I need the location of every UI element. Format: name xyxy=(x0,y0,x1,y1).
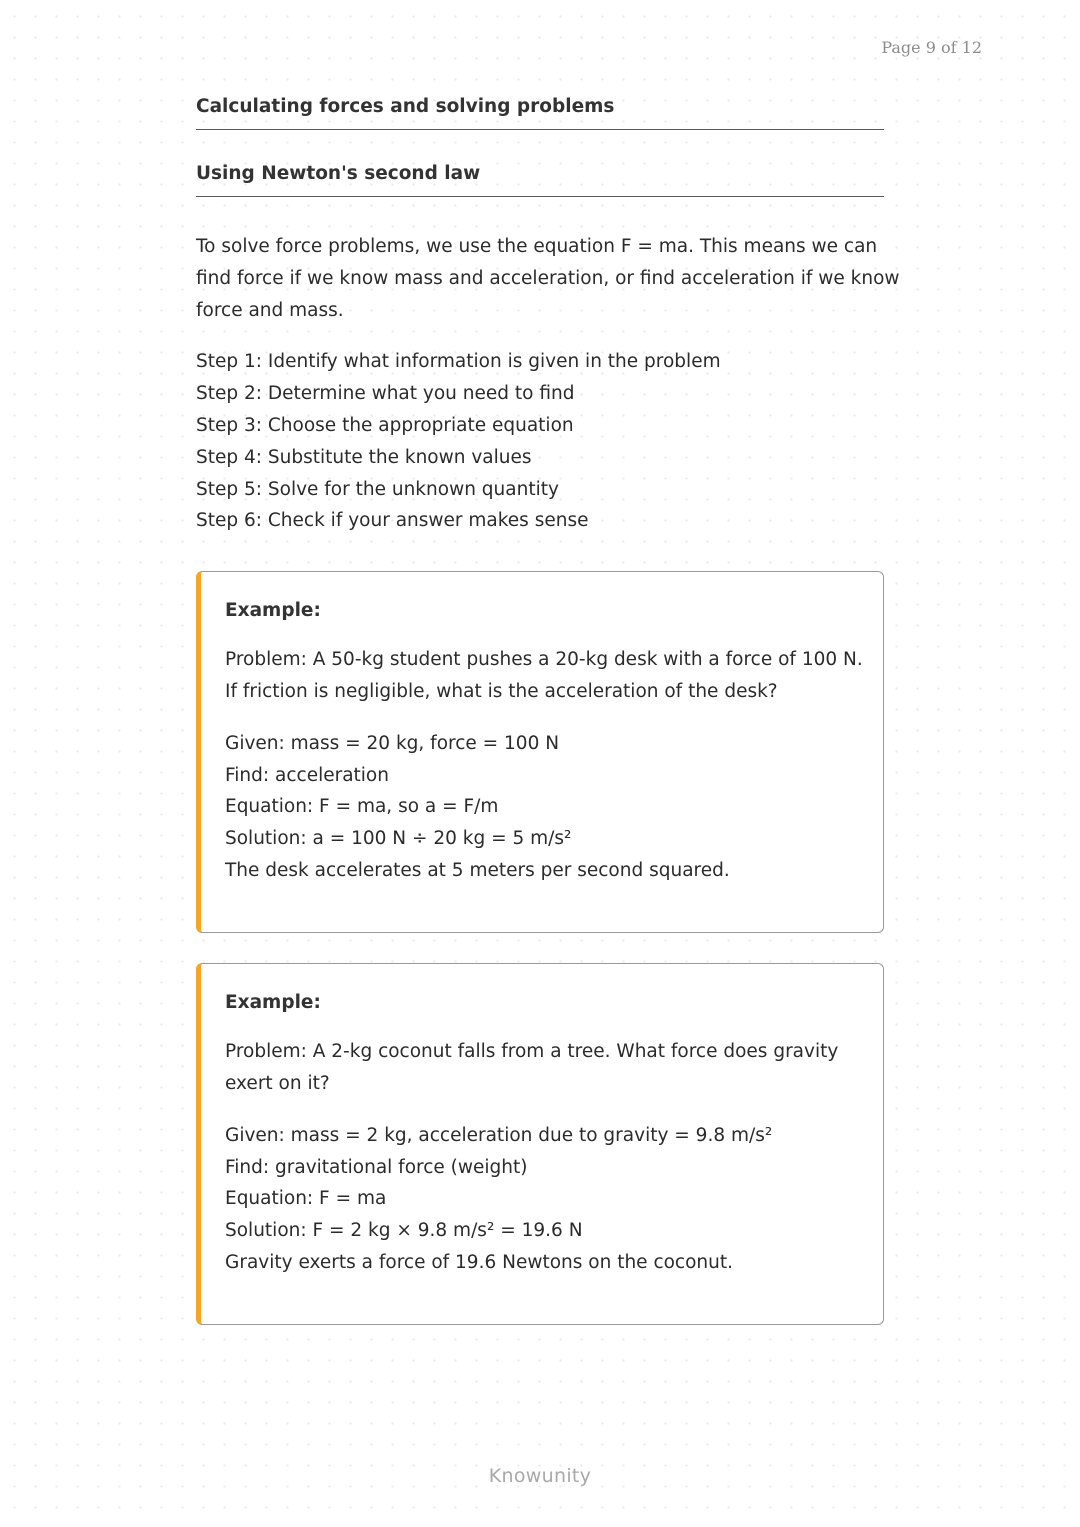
document-content xyxy=(196,96,900,1325)
example-title: Example: xyxy=(225,600,321,622)
intro-line: To solve force problems, we use the equation F = ma. This means we can xyxy=(196,236,878,257)
problem-line: Problem: A 2-kg coconut falls from a tree. What force does gravity xyxy=(225,1041,839,1063)
example-box-2 xyxy=(196,963,884,1325)
example-solution xyxy=(225,728,857,887)
problem-line: exert on it? xyxy=(225,1072,330,1094)
step-item: Step 6: Check if your answer makes sense xyxy=(196,510,589,532)
solution-line: Equation: F = ma xyxy=(225,1188,387,1210)
subsection-heading: Using Newton's second law xyxy=(196,163,884,197)
step-item: Step 2: Determine what you need to find xyxy=(196,383,575,405)
solution-line: The desk accelerates at 5 meters per second squared. xyxy=(225,859,730,881)
solution-line: Given: mass = 2 kg, acceleration due to gravity = 9.8 m/s² xyxy=(225,1124,773,1146)
step-item: Step 4: Substitute the known values xyxy=(196,446,532,468)
solution-line: Find: gravitational force (weight) xyxy=(225,1156,528,1178)
section-heading: Calculating forces and solving problems xyxy=(196,96,884,130)
solution-line: Solution: a = 100 N ÷ 20 kg = 5 m/s² xyxy=(225,828,572,850)
solution-line: Solution: F = 2 kg × 9.8 m/s² = 19.6 N xyxy=(225,1220,583,1242)
example-problem xyxy=(225,1036,857,1100)
intro-line: force and mass. xyxy=(196,299,344,321)
example-problem xyxy=(225,644,863,708)
solution-line: Find: acceleration xyxy=(225,764,389,786)
problem-line: If friction is negligible, what is the acceleration of the desk? xyxy=(225,680,778,702)
intro-paragraph xyxy=(196,231,900,326)
step-item: Step 3: Choose the appropriate equation xyxy=(196,414,574,436)
solution-line: Given: mass = 20 kg, force = 100 N xyxy=(225,732,560,754)
example-title: Example: xyxy=(225,992,321,1014)
solution-line: Equation: F = ma, so a = F/m xyxy=(225,796,499,818)
example-solution xyxy=(225,1120,857,1279)
brand-watermark: Knowunity xyxy=(488,1465,592,1487)
intro-line: find force if we know mass and acceleration, or find acceleration if we know xyxy=(196,267,900,289)
step-item: Step 1: Identify what information is given in the problem xyxy=(196,351,721,373)
example-box-1 xyxy=(196,571,884,933)
solution-line: Gravity exerts a force of 19.6 Newtons on the coconut. xyxy=(225,1251,734,1273)
page-number: Page 9 of 12 xyxy=(881,38,982,57)
steps-list xyxy=(196,346,884,537)
problem-line: Problem: A 50-kg student pushes a 20-kg desk with a force of 100 N. xyxy=(225,649,863,671)
step-item: Step 5: Solve for the unknown quantity xyxy=(196,478,559,500)
